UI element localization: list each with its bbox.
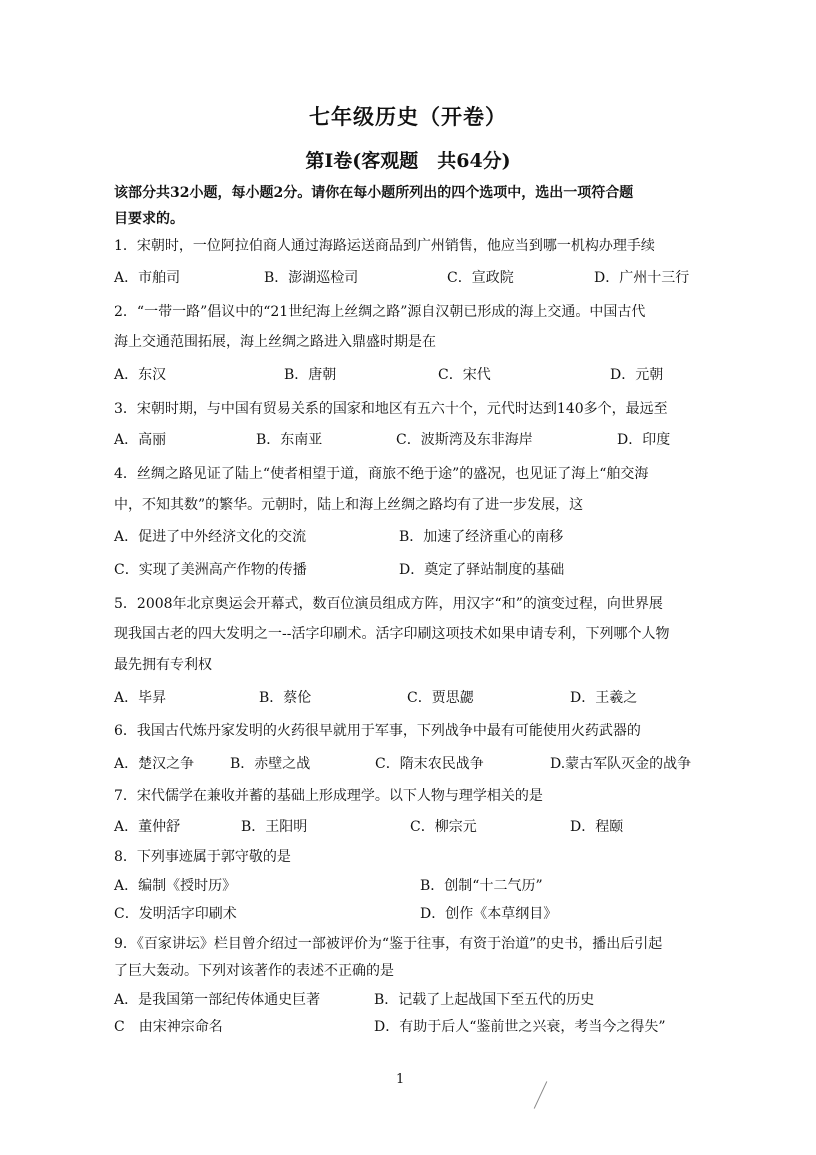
question-8-options-row-1 xyxy=(114,876,714,896)
option-b: B．王阳明 xyxy=(241,819,308,835)
question-5-line-1: 5．2008年北京奥运会开幕式，数百位演员组成方阵，用汉字“和”的演变过程，向世界展 xyxy=(114,596,663,612)
question-1-line-1: 1．宋朝时，一位阿拉伯商人通过海路运送商品到广州销售，他应当到哪一机构办理手续 xyxy=(114,238,655,254)
option-a: A．编制《授时历》 xyxy=(114,878,237,894)
question-7-options xyxy=(114,817,714,837)
question-8-options-row-2 xyxy=(114,904,714,924)
option-d: D．王羲之 xyxy=(570,690,638,706)
option-c: C．宣政院 xyxy=(447,270,514,286)
option-c: C 由宋神宗命名 xyxy=(114,1019,223,1035)
option-a: A．东汉 xyxy=(114,367,167,383)
question-3-options xyxy=(114,430,714,450)
question-4-options-row-1 xyxy=(114,527,714,547)
section-title: 第Ⅰ卷(客观题 共64分) xyxy=(305,150,511,172)
question-2-line-2: 海上交通范围拓展，海上丝绸之路进入鼎盛时期是在 xyxy=(114,334,436,350)
question-4-line-2: 中，不知其数”的繁华。元朝时，陆上和海上丝绸之路均有了进一步发展，这 xyxy=(114,497,584,513)
option-b: B．东南亚 xyxy=(256,432,323,448)
option-a: A．楚汉之争 xyxy=(114,756,195,772)
option-b: B．创制“十二气历” xyxy=(420,878,543,894)
question-3-line-1: 3．宋朝时期，与中国有贸易关系的国家和地区有五六十个，元代时达到140多个，最远至 xyxy=(114,401,668,417)
option-a: A．高丽 xyxy=(114,432,167,448)
option-b: B．加速了经济重心的南移 xyxy=(399,529,564,545)
option-a: A．是我国第一部纪传体通史巨著 xyxy=(114,992,321,1008)
option-d: D．有助于后人“鉴前世之兴衰，考当今之得失” xyxy=(374,1019,666,1035)
option-c: C．柳宗元 xyxy=(410,819,477,835)
question-6-options xyxy=(114,754,714,774)
option-a: A．促进了中外经济文化的交流 xyxy=(114,529,307,545)
option-d: D．创作《本草纲目》 xyxy=(420,906,558,922)
question-9-line-1: 9．《百家讲坛》栏目曾介绍过一部被评价为“鉴于往事，有资于治道”的史书，播出后引起 xyxy=(114,936,663,952)
option-b: B．记载了上起战国下至五代的历史 xyxy=(374,992,595,1008)
option-d: D.蒙古军队灭金的战争 xyxy=(550,756,692,772)
question-5-options xyxy=(114,688,714,708)
pen-mark xyxy=(534,1081,548,1109)
option-d: D．程颐 xyxy=(570,819,624,835)
page-title: 七年级历史（开卷） xyxy=(309,104,507,129)
option-d: D．广州十三行 xyxy=(594,270,690,286)
option-c: C．贾思勰 xyxy=(407,690,474,706)
option-d: D．印度 xyxy=(617,432,671,448)
question-9-line-2: 了巨大轰动。下列对该著作的表述不正确的是 xyxy=(114,963,394,979)
option-c: C．发明活字印刷术 xyxy=(114,906,237,922)
instructions-line-2: 目要求的。 xyxy=(114,211,184,227)
option-a: A．市舶司 xyxy=(114,270,181,286)
instructions-line-1: 该部分共32小题，每小题2分。请你在每小题所列出的四个选项中，选出一项符合题 xyxy=(114,185,634,201)
option-b: B．澎湖巡检司 xyxy=(264,270,359,286)
option-c: C．波斯湾及东非海岸 xyxy=(396,432,533,448)
option-a: A．董仲舒 xyxy=(114,819,181,835)
option-b: B．唐朝 xyxy=(284,367,337,383)
question-9-options-row-2 xyxy=(114,1017,714,1037)
option-d: D．元朝 xyxy=(610,367,664,383)
option-c: C．实现了美洲高产作物的传播 xyxy=(114,562,307,578)
question-2-options xyxy=(114,365,714,385)
option-b: B．赤壁之战 xyxy=(230,756,311,772)
option-a: A．毕昇 xyxy=(114,690,167,706)
question-5-line-3: 最先拥有专利权 xyxy=(114,657,212,673)
question-7-line-1: 7．宋代儒学在兼收并蓄的基础上形成理学。以下人物与理学相关的是 xyxy=(114,788,543,804)
question-8-line-1: 8．下列事迹属于郭守敬的是 xyxy=(114,849,291,865)
question-2-line-1: 2．“一带一路”倡议中的“21世纪海上丝绸之路”源自汉朝已形成的海上交通。中国古代 xyxy=(114,304,646,320)
option-b: B．蔡伦 xyxy=(259,690,312,706)
option-c: C．隋末农民战争 xyxy=(375,756,484,772)
question-1-options xyxy=(114,268,714,288)
question-6-line-1: 6．我国古代炼丹家发明的火药很早就用于军事，下列战争中最有可能使用火药武器的 xyxy=(114,723,641,739)
question-9-options-row-1 xyxy=(114,990,714,1010)
page-number: 1 xyxy=(396,1072,405,1087)
question-4-options-row-2 xyxy=(114,560,714,580)
option-d: D．奠定了驿站制度的基础 xyxy=(399,562,565,578)
question-5-line-2: 现我国古老的四大发明之一--活字印刷术。活字印刷这项技术如果申请专利，下列哪个人物 xyxy=(114,626,670,642)
question-4-line-1: 4．丝绸之路见证了陆上“使者相望于道，商旅不绝于途”的盛况，也见证了海上“舶交海 xyxy=(114,466,649,482)
option-c: C．宋代 xyxy=(438,367,491,383)
